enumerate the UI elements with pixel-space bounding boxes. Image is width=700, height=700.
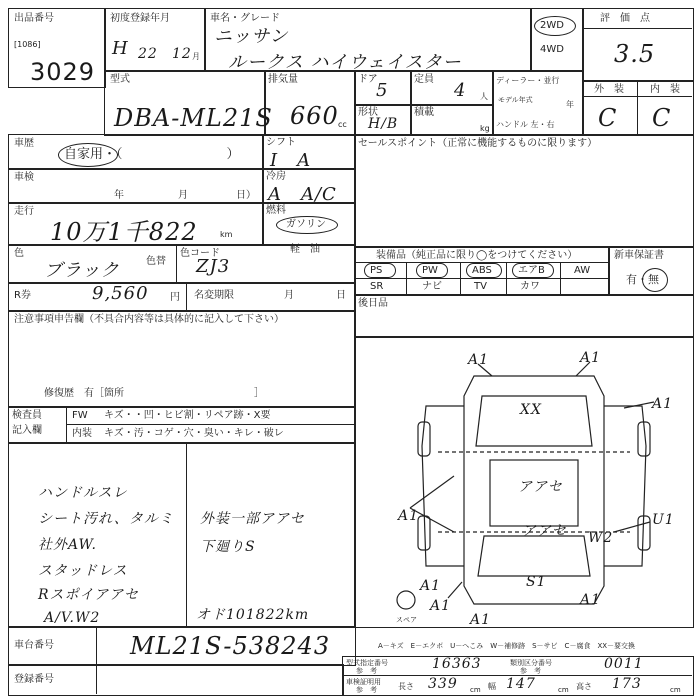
mark-rear-paint: アアセ [522, 523, 567, 539]
equip-sr: SR [370, 281, 384, 292]
equip-tv: TV [474, 281, 487, 292]
mark-a1-rear-right: A1 [580, 592, 602, 608]
capacity-label: 定員 [414, 74, 434, 85]
color-code-value: ZJ3 [196, 256, 231, 277]
interior-grade: C [652, 104, 672, 132]
displacement-label: 排気量 [268, 74, 298, 85]
rear-seat-label: 後日品 [358, 298, 388, 309]
displacement-value: 660 [290, 102, 339, 130]
mileage-label: 走行 [14, 206, 34, 217]
first-reg-month: 12 [172, 46, 192, 62]
mark-w2: W2 [588, 530, 614, 546]
equip-airbag: エアB [518, 265, 545, 276]
ac-value: A A/C [268, 184, 337, 205]
mark-a1-top-right: A1 [580, 350, 602, 366]
class-label: 類別区分番号 [510, 659, 552, 667]
model-label: 型式 [110, 74, 130, 85]
equipment-label: 装備品（純正品に限り◯をつけてください） [376, 250, 578, 261]
inspection-box [8, 168, 264, 204]
lot-label: 出品番号 [14, 13, 54, 24]
repaint-label: 色替 [146, 256, 166, 267]
interior-label: 内 装 [650, 84, 680, 95]
repair-history: 修復歴 有［箇所 ］ [44, 388, 264, 399]
doors-value: 5 [376, 80, 389, 101]
model-code: DBA-ML21S [114, 104, 273, 132]
ac-label: 冷房 [266, 171, 286, 182]
model-year-unit: 年 [566, 100, 574, 109]
note-seat: シート汚れ、タルミ [38, 511, 174, 527]
score-label: 評 価 点 [600, 13, 650, 24]
name-grade-label: 車名・グレード [210, 13, 280, 24]
name-change-label: 名変期限 [194, 290, 234, 301]
inspector-interior-label: 内装 [72, 428, 92, 439]
vehicle-model-grade: ルークス ハイウェイスター [228, 52, 462, 73]
displacement-unit: cc [338, 120, 347, 129]
sales-point-box [354, 134, 694, 248]
inspector-label-top: 検査員 [12, 410, 42, 421]
capacity-value: 4 [454, 80, 467, 101]
equip-pw: PW [422, 265, 438, 276]
color-label: 色 [14, 248, 24, 259]
score-value: 3.5 [614, 40, 656, 68]
note-handle: ハンドルスレ [38, 485, 128, 501]
length-value: 339 [428, 676, 458, 692]
exterior-grade: C [598, 104, 618, 132]
spare-label: スペア [396, 616, 417, 624]
inspection-month-unit: 月 [178, 190, 188, 201]
note-exterior: 外装一部アアセ [200, 511, 305, 527]
drive-2wd: 2WD [540, 20, 564, 31]
registration-box [8, 664, 344, 696]
drive-4wd: 4WD [540, 44, 564, 55]
mark-xx: XX [520, 402, 542, 418]
inspection-year-unit: 年 [114, 190, 124, 201]
mileage-unit: km [220, 230, 233, 239]
shift-value: I A [270, 150, 312, 171]
warranty-value: 有・無 [626, 273, 659, 286]
name-change-day: 日 [336, 290, 346, 301]
recycle-box [8, 282, 356, 312]
equip-aw: AW [574, 265, 591, 276]
dealer-label: ディーラー・並行 [496, 76, 560, 85]
mark-a1-left: A1 [398, 508, 420, 524]
first-reg-label: 初度登録年月 [110, 13, 170, 24]
exterior-label: 外 装 [594, 84, 624, 95]
note-studless: スタッドレス [38, 563, 128, 579]
length-unit: cm [470, 686, 481, 694]
cargo-label: 積載 [414, 107, 434, 118]
doors-label: ドア [358, 74, 378, 85]
mark-a1-rear-left: A1 [420, 578, 442, 594]
height-label: 高さ [576, 682, 592, 691]
mark-a1-bottom-left: A1 [430, 598, 452, 614]
inspector-interior-items: キズ・汚・コゲ・穴・臭い・キレ・破レ [104, 428, 284, 439]
first-reg-month-unit: 月 [192, 52, 200, 61]
fuel-label: 燃料 [266, 205, 286, 216]
width-label: 幅 [488, 682, 496, 691]
length-label: 長さ [398, 682, 414, 691]
warranty-label: 新車保証書 [614, 250, 664, 261]
damage-legend: A－キズ E－エクボ U－へこみ W－補修跡 S－サビ C－腐食 XX－要交換 [378, 642, 636, 650]
vehicle-make: ニッサン [214, 26, 289, 47]
mark-roof-paint: アアセ [518, 479, 563, 495]
chassis-label: 車台番号 [14, 640, 54, 651]
notes-label: 注意事項申告欄（不具合内容等は具体的に記入して下さい） [14, 314, 284, 325]
registration-label: 登録番号 [14, 674, 54, 685]
history-value: 自家用・（ ） [64, 147, 240, 162]
chassis-value: ML21S-538243 [130, 632, 331, 660]
equip-leather: カワ [520, 281, 540, 292]
type-cert-label: 型式指定番号 [346, 659, 388, 667]
type-cert-reference: 参 考 [356, 667, 377, 675]
equip-abs: ABS [472, 265, 492, 276]
color-code-label: 色コード [180, 248, 220, 259]
model-year-label: モデル年式 [498, 96, 533, 104]
width-value: 147 [506, 676, 536, 692]
equip-navi: ナビ [422, 281, 442, 292]
lot-number: 3029 [30, 58, 96, 86]
type-cert-value: 16363 [432, 656, 482, 672]
reg-cert-reference: 参 考 [356, 686, 377, 694]
inspection-label: 車検 [14, 172, 34, 183]
shape-label: 形状 [358, 107, 378, 118]
mark-a1-right: A1 [652, 396, 674, 412]
handle-label: ハンドル 左・右 [496, 120, 555, 129]
cargo-unit: kg [480, 124, 490, 133]
fw-label: FW [72, 410, 88, 421]
note-odometer: オド101822km [196, 607, 310, 623]
name-change-month: 月 [284, 290, 294, 301]
capacity-unit: 人 [480, 92, 488, 101]
width-unit: cm [558, 686, 569, 694]
mark-a1-bottom: A1 [470, 612, 492, 628]
class-reference: 参 考 [520, 667, 541, 675]
class-value: 0011 [604, 656, 644, 672]
mark-u1: U1 [652, 512, 675, 528]
first-reg-era: H [112, 38, 129, 59]
height-value: 173 [612, 676, 642, 692]
recycle-label: R券 [14, 290, 31, 301]
sales-point-label: セールスポイント（正常に機能するものに限ります） [358, 138, 598, 149]
rear-seat-box [354, 294, 694, 338]
recycle-unit: 円 [170, 292, 180, 303]
color-value: ブラック [44, 260, 120, 281]
inspection-day-unit: 日） [236, 190, 256, 201]
shift-label: シフト [266, 137, 296, 148]
note-spoiler: Rスポイアアセ [38, 587, 139, 603]
fuel-gasoline: ガソリン [286, 219, 326, 230]
height-unit: cm [670, 686, 681, 694]
lot-code: [1086] [14, 40, 41, 49]
shape-value: H/B [368, 116, 399, 132]
mark-s1: S1 [526, 574, 547, 590]
history-label: 車歴 [14, 138, 34, 149]
first-reg-year: 22 [138, 46, 158, 62]
mileage-value: 10万1千822 [50, 218, 198, 246]
reg-cert-label: 車検証明用 [346, 678, 381, 686]
note-aw: 社外AW. [38, 537, 97, 553]
recycle-value: 9,560 [92, 283, 149, 304]
note-underbody: 下廻りS [200, 539, 256, 555]
inspector-label-bottom: 記入欄 [12, 425, 42, 436]
equip-ps: PS [370, 265, 383, 276]
note-av: A/V.W2 [44, 610, 101, 626]
mark-a1-top-left: A1 [468, 352, 490, 368]
fuel-light-oil: 軽 油 [290, 244, 320, 255]
fw-items: キズ・・凹・ヒビ割・リペア跡・X要 [104, 410, 271, 421]
